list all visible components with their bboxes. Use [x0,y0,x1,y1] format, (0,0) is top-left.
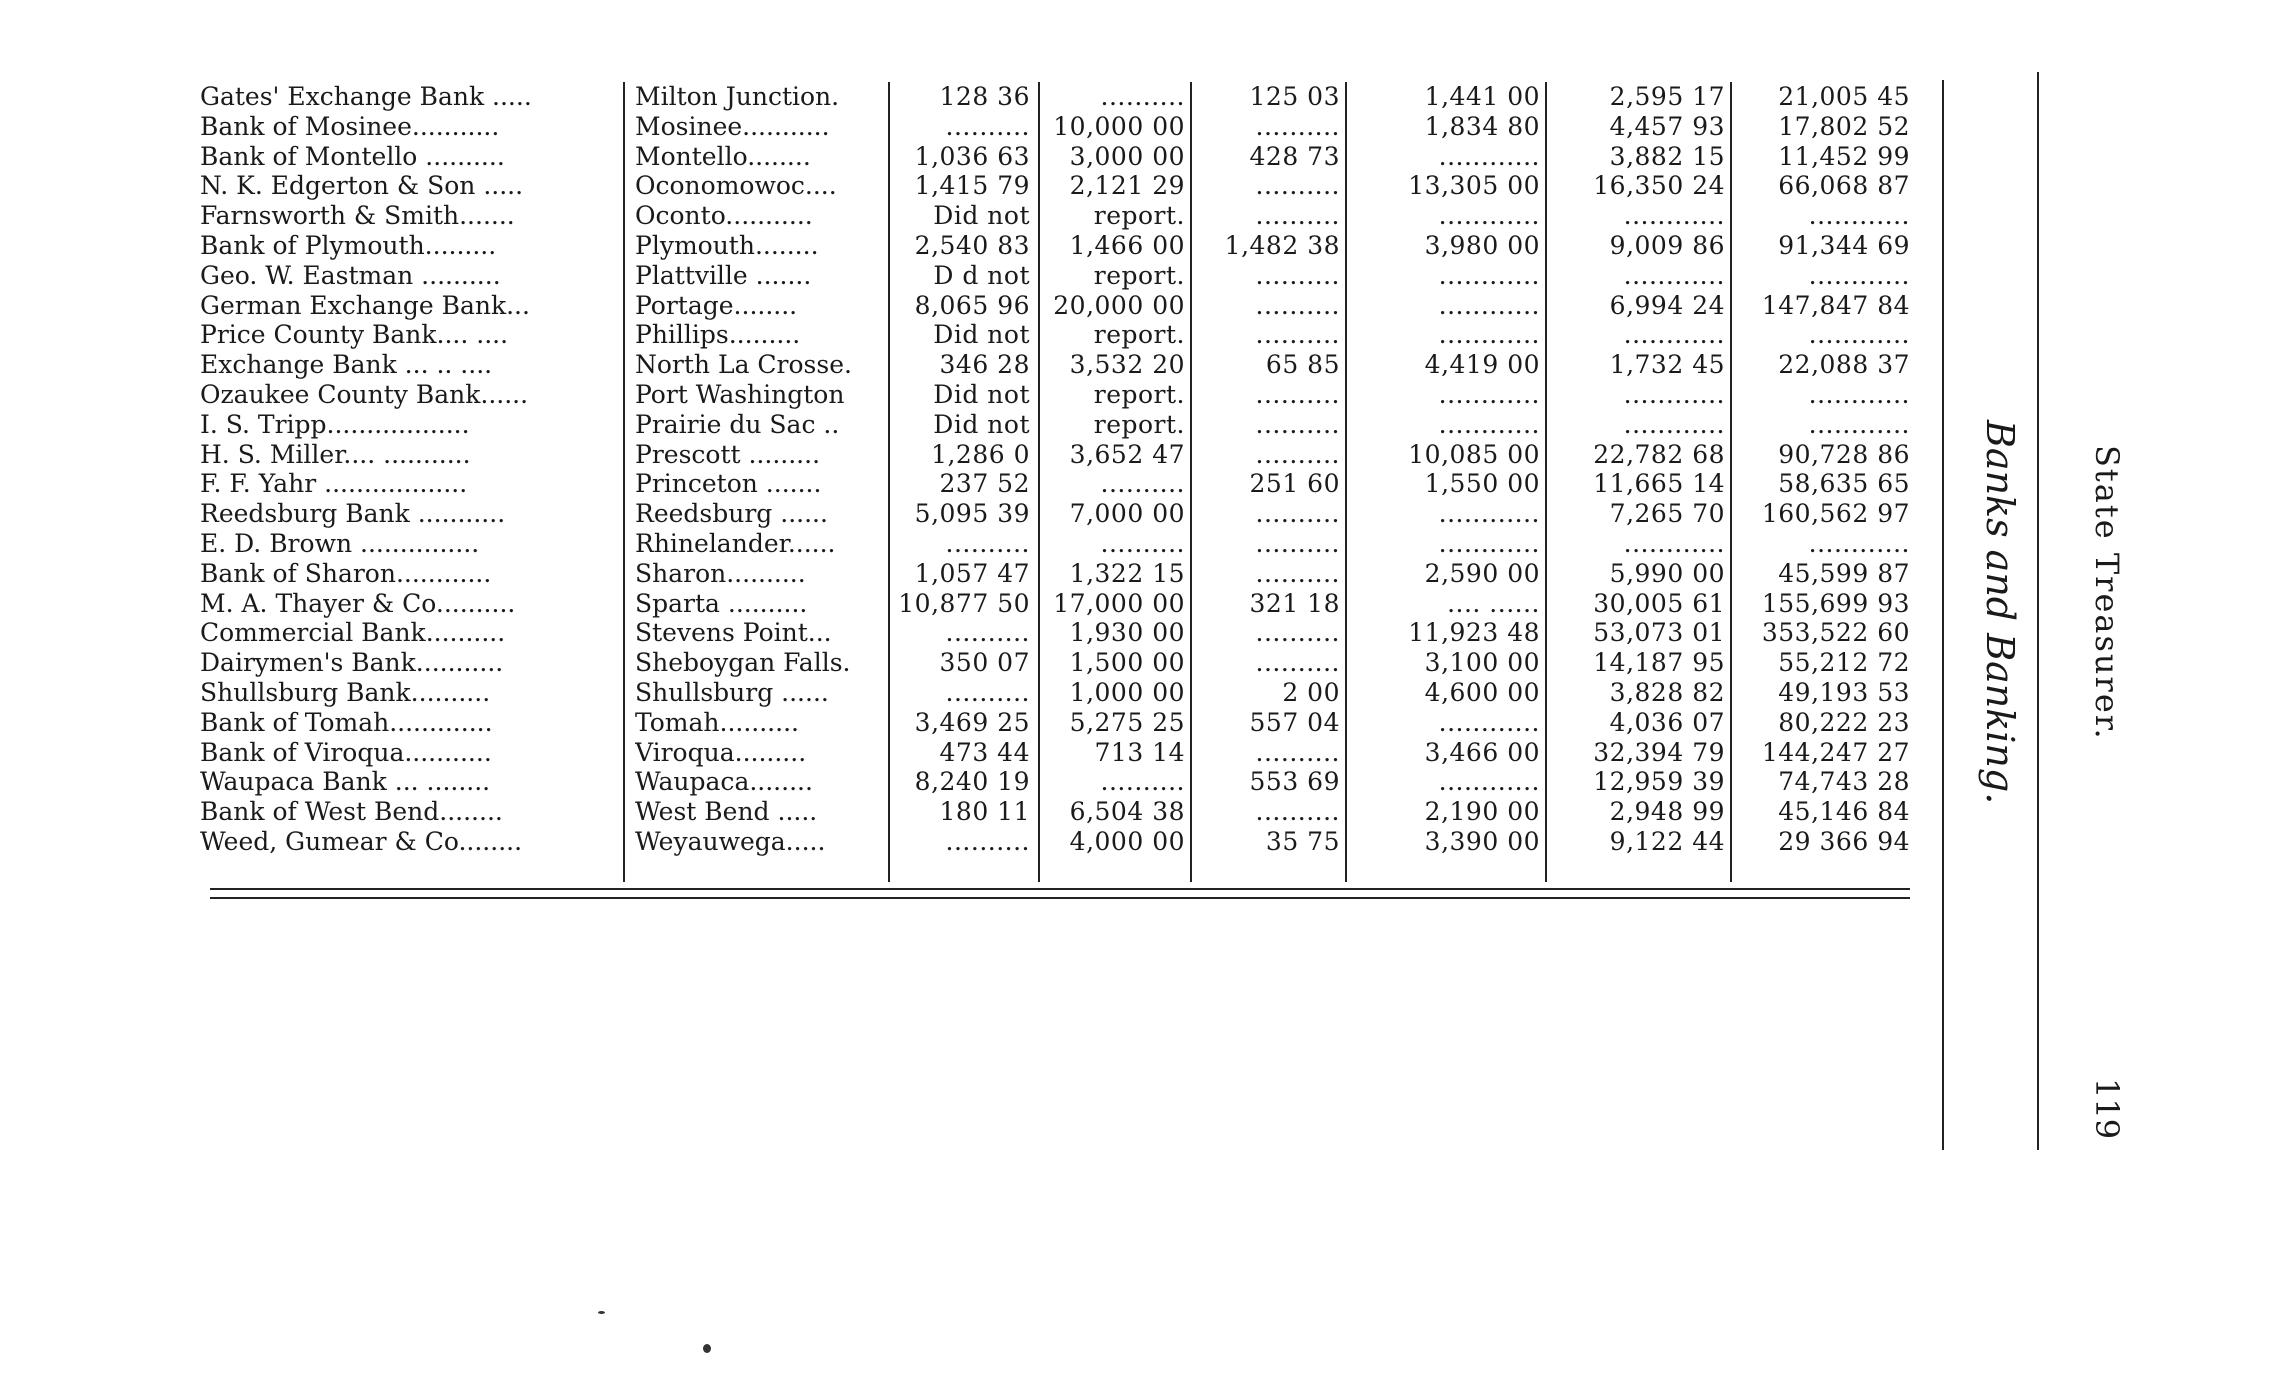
amount-col-6: 11,452 99 [1778,141,1910,171]
amount-col-4: 10,085 00 [1408,439,1540,469]
amount-col-6: 22,088 37 [1778,350,1910,380]
amount-col-3: .......... [1255,499,1340,529]
amount-col-2: 3,652 47 [1069,439,1185,469]
amount-col-1: 5,095 39 [914,499,1030,529]
amount-col-6: 55,212 72 [1778,648,1910,678]
bank-name: Bank of Plymouth......... [200,231,497,260]
town-name: Weyauwega..... [635,827,826,856]
amount-col-5: ............ [1623,529,1725,558]
amount-col-2: 17,000 00 [1053,588,1185,618]
town-name: Waupaca........ [635,767,813,797]
amount-col-5: 16,350 24 [1593,171,1725,201]
table-row [200,261,1915,291]
table-row [200,678,1915,708]
town-name: Prescott ......... [635,439,821,469]
amount-col-4: ............ [1438,380,1540,409]
amount-col-2: report. [1093,320,1185,350]
amount-col-6: ............ [1808,380,1910,409]
bank-name: Waupaca Bank ... ........ [200,767,491,797]
amount-col-3: 35 75 [1265,827,1340,856]
amount-col-4: 1,550 00 [1424,469,1540,499]
amount-col-1: 10,877 50 [898,588,1030,618]
amount-col-6: 353,522 60 [1761,618,1910,648]
amount-col-4: ............ [1438,201,1540,231]
amount-col-2: 20,000 00 [1053,290,1185,320]
table-row [200,231,1915,261]
bank-name: Dairymen's Bank........... [200,648,504,678]
amount-col-3: .......... [1255,648,1340,678]
amount-col-5: 22,782 68 [1593,439,1725,469]
amount-col-3: .......... [1255,201,1340,231]
amount-col-5: 7,265 70 [1609,499,1725,529]
ink-speck [703,1344,711,1353]
amount-col-1: 180 11 [939,797,1030,827]
amount-col-5: ............ [1623,409,1725,439]
amount-col-3: 553 69 [1249,767,1340,797]
amount-col-6: ............ [1808,260,1910,290]
amount-col-1: .......... [945,618,1030,648]
column-rule [888,82,890,882]
town-name: Sheboygan Falls. [635,648,851,678]
amount-col-4: 2,590 00 [1424,558,1540,588]
amount-col-6: 80,222 23 [1778,707,1910,737]
amount-col-3: 1,482 38 [1224,231,1340,260]
amount-col-5: 32,394 79 [1593,737,1725,767]
amount-col-3: .......... [1255,618,1340,648]
amount-col-4: ............ [1438,529,1540,558]
amount-col-6: 90,728 86 [1778,439,1910,469]
bank-name: M. A. Thayer & Co.......... [200,588,516,618]
town-name: Viroqua......... [635,737,807,767]
table-row [200,499,1915,529]
amount-col-2: 1,930 00 [1069,618,1185,648]
bank-name: Farnsworth & Smith....... [200,201,515,231]
town-name: Princeton ....... [635,469,822,499]
amount-col-5: 2,948 99 [1609,797,1725,827]
amount-col-5: 11,665 14 [1593,469,1725,499]
amount-col-6: ............ [1808,201,1910,231]
table-row [200,440,1915,470]
amount-col-3: .......... [1255,529,1340,558]
amount-col-6: ............ [1808,320,1910,350]
amount-col-4: ............ [1438,320,1540,350]
column-rule [1190,82,1192,882]
amount-col-6: 21,005 45 [1778,82,1910,111]
town-name: North La Crosse. [635,350,852,380]
amount-col-4: 11,923 48 [1408,618,1540,648]
town-name: Rhinelander...... [635,529,836,558]
amount-col-2: report. [1093,380,1185,409]
amount-col-3: 557 04 [1249,707,1340,737]
amount-col-1: 1,036 63 [914,141,1030,171]
amount-col-1: .......... [945,678,1030,707]
amount-col-2: .......... [1100,767,1185,797]
bank-name: Commercial Bank.......... [200,618,506,648]
amount-col-2: 10,000 00 [1053,111,1185,141]
amount-col-1: 8,065 96 [914,290,1030,320]
amount-col-5: 12,959 39 [1593,767,1725,797]
amount-col-4: 3,100 00 [1424,648,1540,678]
column-rule [1545,82,1547,882]
amount-col-6: ............ [1808,409,1910,439]
amount-col-2: 1,322 15 [1069,558,1185,588]
bank-name: Bank of Tomah............. [200,707,493,737]
table-row [200,350,1915,380]
amount-col-6: 144,247 27 [1761,737,1910,767]
town-name: Sharon.......... [635,558,806,588]
table-row [200,82,1915,112]
table-row [200,559,1915,589]
amount-col-4: 13,305 00 [1408,171,1540,201]
amount-col-6: 155,699 93 [1761,588,1910,618]
table-row [200,320,1915,350]
bank-name: Geo. W. Eastman .......... [200,260,501,290]
town-name: Stevens Point... [635,618,832,648]
town-name: Oconto........... [635,201,813,231]
amount-col-2: 713 14 [1094,737,1185,767]
town-name: Sparta .......... [635,588,808,618]
amount-col-2: 1,466 00 [1069,231,1185,260]
bank-name: I. S. Tripp.................. [200,409,470,439]
amount-col-5: 5,990 00 [1609,558,1725,588]
town-name: West Bend ..... [635,797,818,827]
bank-name: F. F. Yahr .................. [200,469,468,499]
amount-col-1: Did not [933,380,1030,409]
amount-col-2: 3,532 20 [1069,350,1185,380]
amount-col-4: 1,834 80 [1424,111,1540,141]
bank-name: N. K. Edgerton & Son ..... [200,171,524,201]
amount-col-3: .......... [1255,439,1340,469]
amount-col-2: 1,000 00 [1069,678,1185,707]
amount-col-4: 3,466 00 [1424,737,1540,767]
table-row [200,767,1915,797]
amount-col-2: 5,275 25 [1069,707,1185,737]
amount-col-3: .......... [1255,737,1340,767]
bank-name: Reedsburg Bank ........... [200,499,506,529]
amount-col-1: 1,286 0 [931,439,1030,469]
amount-col-6: 160,562 97 [1761,499,1910,529]
amount-col-1: 1,057 47 [914,558,1030,588]
amount-col-6: 17,802 52 [1778,111,1910,141]
amount-col-3: .......... [1255,111,1340,141]
amount-col-5: 9,122 44 [1609,827,1725,856]
table-bottom-rule [210,897,1910,899]
bank-name: Shullsburg Bank.......... [200,678,491,707]
bank-name: Bank of Viroqua........... [200,737,492,767]
town-name: Reedsburg ...... [635,499,828,529]
amount-col-4: 4,419 00 [1424,350,1540,380]
table-row [200,589,1915,619]
amount-col-6: 49,193 53 [1778,678,1910,707]
amount-col-5: 4,036 07 [1609,707,1725,737]
amount-col-3: 65 85 [1265,350,1340,380]
amount-col-1: 346 28 [939,350,1030,380]
amount-col-1: 2,540 83 [914,231,1030,260]
subject-head: Banks and Banking. [1978,420,2022,805]
amount-col-5: 4,457 93 [1609,111,1725,141]
amount-col-5: ............ [1623,380,1725,409]
amount-col-4: 2,190 00 [1424,797,1540,827]
amount-col-3: 125 03 [1249,82,1340,111]
amount-col-5: 6,994 24 [1609,290,1725,320]
town-name: Plattville ....... [635,260,812,290]
bank-name: Ozaukee County Bank...... [200,380,529,409]
amount-col-2: .......... [1100,82,1185,111]
amount-col-6: 29 366 94 [1778,827,1910,856]
amount-col-5: 1,732 45 [1609,350,1725,380]
amount-col-1: 1,415 79 [914,171,1030,201]
town-name: Prairie du Sac .. [635,409,840,439]
table-row [200,201,1915,231]
bank-name: Gates' Exchange Bank ..... [200,82,532,111]
bank-name: Price County Bank.... .... [200,320,509,350]
amount-col-1: 237 52 [939,469,1030,499]
margin-rule [1942,80,1944,1150]
town-name: Phillips......... [635,320,801,350]
amount-col-6: 91,344 69 [1778,231,1910,260]
amount-col-1: .......... [945,111,1030,141]
table-row [200,469,1915,499]
amount-col-4: ............ [1438,767,1540,797]
margin-rule [2037,72,2039,1150]
town-name: Montello........ [635,141,811,171]
table-row [200,648,1915,678]
bank-name: H. S. Miller.... ........... [200,439,471,469]
amount-col-3: .......... [1255,380,1340,409]
amount-col-2: report. [1093,409,1185,439]
amount-col-1: 8,240 19 [914,767,1030,797]
amount-col-6: ............ [1808,529,1910,558]
column-rule [623,82,625,882]
amount-col-5: ............ [1623,201,1725,231]
amount-col-5: 30,005 61 [1593,588,1725,618]
bank-name: E. D. Brown ............... [200,529,480,558]
amount-col-1: Did not [933,409,1030,439]
amount-col-3: .......... [1255,171,1340,201]
town-name: Milton Junction. [635,82,840,111]
amount-col-3: .......... [1255,558,1340,588]
amount-col-6: 58,635 65 [1778,469,1910,499]
amount-col-6: 74,743 28 [1778,767,1910,797]
table-row [200,291,1915,321]
amount-col-3: .......... [1255,260,1340,290]
amount-col-5: 3,828 82 [1609,678,1725,707]
bank-name: Bank of Mosinee........... [200,111,500,141]
amount-col-4: ............ [1438,499,1540,529]
bank-name: Exchange Bank ... .. .... [200,350,493,380]
amount-col-4: ............ [1438,707,1540,737]
table-row [200,618,1915,648]
amount-col-5: ............ [1623,320,1725,350]
amount-col-1: .......... [945,529,1030,558]
table-row [200,827,1915,857]
amount-col-1: 350 07 [939,648,1030,678]
table-row [200,112,1915,142]
column-rule [1730,82,1732,882]
table-row [200,529,1915,559]
bank-name: Bank of West Bend........ [200,797,503,827]
amount-col-5: 2,595 17 [1609,82,1725,111]
amount-col-5: ............ [1623,260,1725,290]
table-row [200,797,1915,827]
amount-col-4: 3,980 00 [1424,231,1540,260]
amount-col-1: 128 36 [939,82,1030,111]
town-name: Tomah.......... [635,707,799,737]
amount-col-2: 1,500 00 [1069,648,1185,678]
bank-name: Weed, Gumear & Co........ [200,827,523,856]
amount-col-2: 3,000 00 [1069,141,1185,171]
bank-name: Bank of Sharon............ [200,558,492,588]
amount-col-2: 7,000 00 [1069,499,1185,529]
town-name: Mosinee........... [635,111,830,141]
amount-col-6: 45,146 84 [1778,797,1910,827]
column-rule [1038,82,1040,882]
amount-col-1: Did not [933,320,1030,350]
column-rule [1345,82,1347,882]
amount-col-4: 3,390 00 [1424,827,1540,856]
amount-col-2: report. [1093,260,1185,290]
page-number: 119 [2088,1078,2126,1140]
amount-col-5: 9,009 86 [1609,231,1725,260]
amount-col-3: .......... [1255,290,1340,320]
amount-col-4: 4,600 00 [1424,678,1540,707]
amount-col-3: 428 73 [1249,141,1340,171]
amount-col-5: 3,882 15 [1609,141,1725,171]
table-row [200,171,1915,201]
amount-col-1: 473 44 [939,737,1030,767]
ink-speck [598,1311,605,1314]
amount-col-5: 53,073 01 [1593,618,1725,648]
amount-col-6: 147,847 84 [1761,290,1910,320]
amount-col-2: .......... [1100,529,1185,558]
table-row [200,142,1915,172]
table-row [200,380,1915,410]
town-name: Shullsburg ...... [635,678,829,707]
amount-col-4: ............ [1438,141,1540,171]
amount-col-3: 2 00 [1282,678,1340,707]
amount-col-3: 321 18 [1249,588,1340,618]
running-head: State Treasurer. [2088,445,2126,741]
amount-col-5: 14,187 95 [1593,648,1725,678]
town-name: Plymouth........ [635,231,819,260]
bank-name: German Exchange Bank... [200,290,530,320]
amount-col-2: 2,121 29 [1069,171,1185,201]
bank-name: Bank of Montello .......... [200,141,505,171]
table-row [200,708,1915,738]
amount-col-4: 1,441 00 [1424,82,1540,111]
town-name: Portage........ [635,290,798,320]
amount-col-3: .......... [1255,797,1340,827]
amount-col-2: 4,000 00 [1069,827,1185,856]
amount-col-4: .... ...... [1447,588,1540,618]
amount-col-4: ............ [1438,290,1540,320]
amount-col-2: report. [1093,201,1185,231]
town-name: Oconomowoc.... [635,171,837,201]
amount-col-1: .......... [945,827,1030,856]
amount-col-2: 6,504 38 [1069,797,1185,827]
amount-col-3: .......... [1255,409,1340,439]
amount-col-1: Did not [933,201,1030,231]
table-row [200,410,1915,440]
amount-col-1: 3,469 25 [914,707,1030,737]
amount-col-1: D d not [933,260,1030,290]
amount-col-6: 66,068 87 [1778,171,1910,201]
amount-col-6: 45,599 87 [1778,558,1910,588]
amount-col-3: .......... [1255,320,1340,350]
table-bottom-rule [210,888,1910,890]
amount-col-2: .......... [1100,469,1185,499]
amount-col-3: 251 60 [1249,469,1340,499]
table-row [200,738,1915,768]
amount-col-4: ............ [1438,260,1540,290]
amount-col-4: ............ [1438,409,1540,439]
town-name: Port Washington [635,380,845,409]
